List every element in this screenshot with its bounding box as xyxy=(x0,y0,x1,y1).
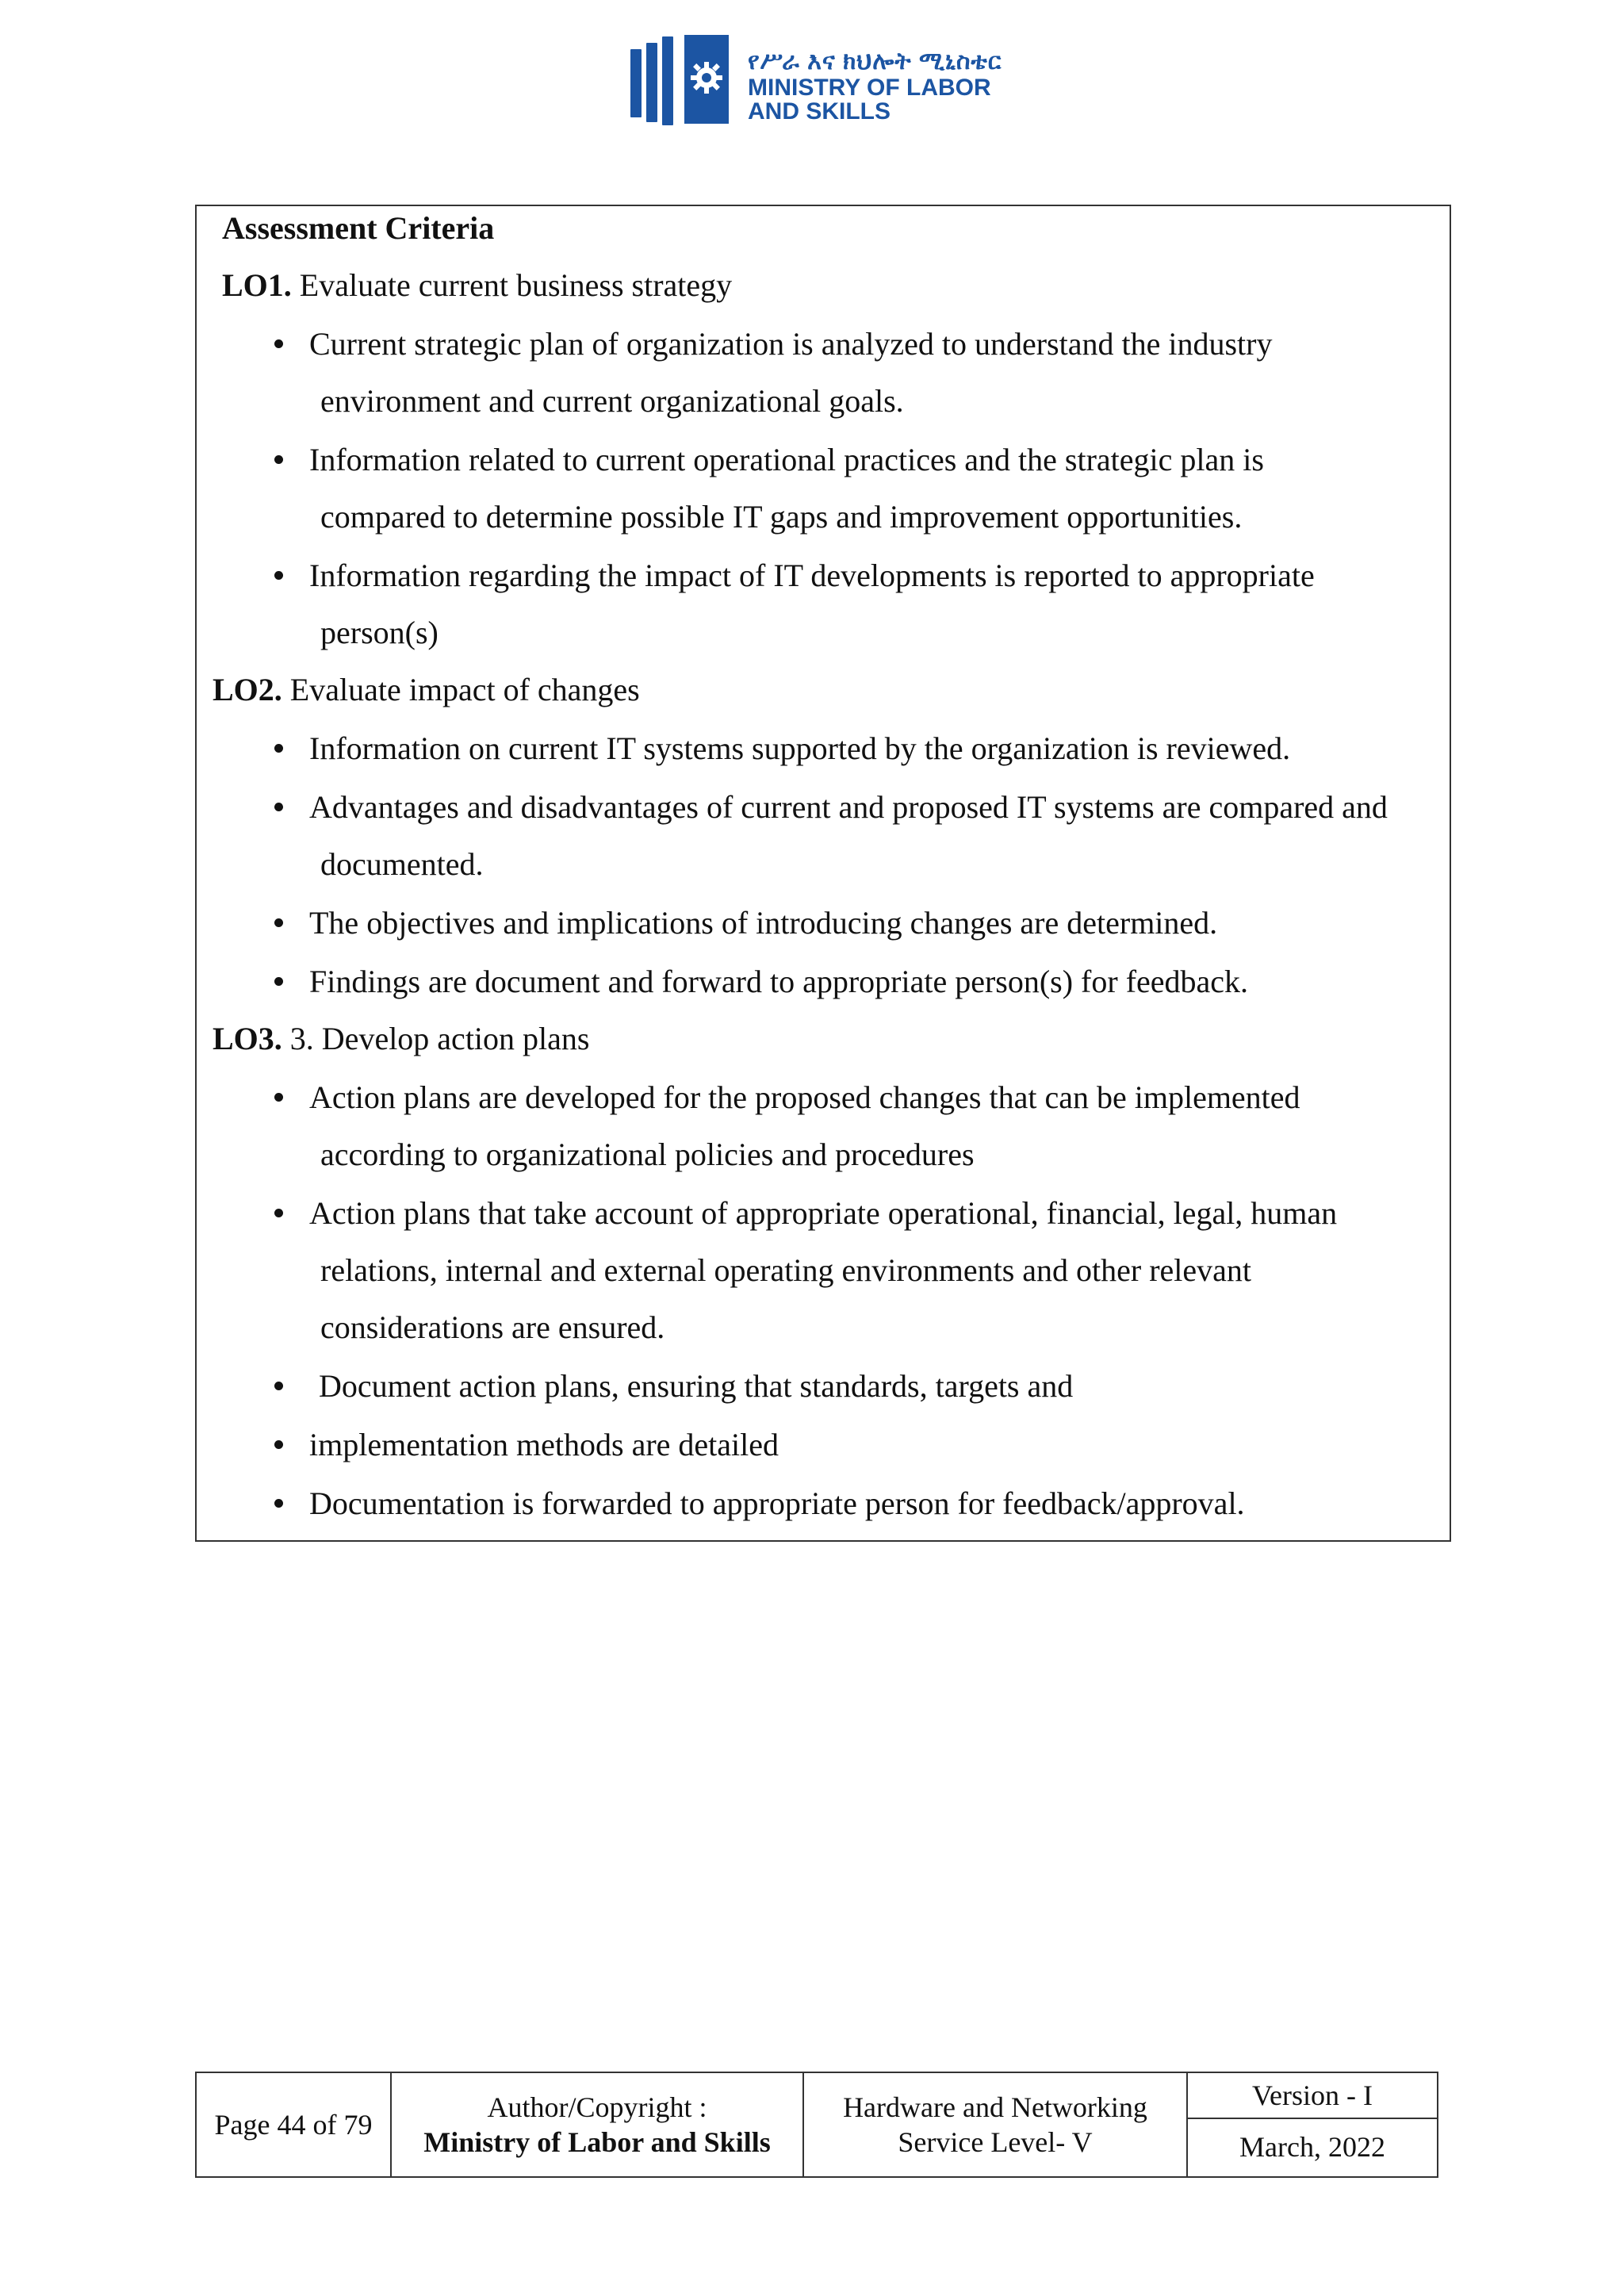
lo3-b5-line1: Documentation is forwarded to appropriate person for feedback/approval. xyxy=(309,1485,1245,1521)
bullet-icon xyxy=(274,1499,283,1508)
section-title: Assessment Criteria xyxy=(222,210,495,246)
lo3-b2-line1: Action plans that take account of appropriate operational, financial, legal, human xyxy=(309,1195,1338,1231)
lo2-b3-line1: The objectives and implications of introducing changes are determined. xyxy=(309,905,1218,941)
logo-bars-icon xyxy=(630,35,733,124)
lo1-b2-line2: compared to determine possible IT gaps and improvement opportunities. xyxy=(320,499,1243,535)
lo3-b1-line1: Action plans are developed for the proposed changes that can be implemented xyxy=(309,1079,1300,1115)
logo-line1: MINISTRY OF LABOR xyxy=(748,75,991,101)
footer-course-cell xyxy=(804,2073,1188,2176)
lo1-b1-line1: Current strategic plan of organization is analyzed to understand the industry xyxy=(309,326,1273,362)
page-footer xyxy=(195,2072,1438,2178)
course-line1: Hardware and Networking xyxy=(843,2091,1147,2123)
bullet-icon xyxy=(274,571,283,580)
lo1-text: Evaluate current business strategy xyxy=(299,267,733,303)
logo-amharic: የሥራ እና ክህሎት ሚኒስቴር xyxy=(748,48,1002,75)
release-date: March, 2022 xyxy=(1239,2131,1385,2163)
footer-version-cell xyxy=(1188,2073,1437,2176)
version: Version - I xyxy=(1188,2073,1437,2119)
bullet-icon xyxy=(274,1440,283,1449)
lo3-heading xyxy=(213,1020,589,1058)
course-line2: Service Level- V xyxy=(898,2126,1093,2158)
bullet-icon xyxy=(274,803,283,811)
lo3-b2-line3: considerations are ensured. xyxy=(320,1309,665,1345)
lo2-b2-line2: documented. xyxy=(320,846,484,882)
bullet-icon xyxy=(274,918,283,927)
bullet-icon xyxy=(274,1382,283,1390)
lo2-heading xyxy=(213,671,640,709)
logo-text xyxy=(748,48,1002,124)
lo2-text: Evaluate impact of changes xyxy=(289,672,640,707)
lo3-b1-line2: according to organizational policies and procedures xyxy=(320,1137,975,1172)
lo1-b2-line1: Information related to current operational practices and the strategic plan is xyxy=(309,442,1264,477)
lo3-b2-line2: relations, internal and external operating environments and other relevant xyxy=(320,1252,1252,1288)
lo1-b3-line2: person(s) xyxy=(320,615,439,650)
assessment-criteria-box xyxy=(195,205,1451,1542)
lo1-b3-line1: Information regarding the impact of IT developments is reported to appropriate xyxy=(309,558,1315,593)
lo2-b2-line1: Advantages and disadvantages of current and proposed IT systems are compared and xyxy=(309,789,1388,825)
gear-icon xyxy=(689,60,724,95)
lo3-code: LO3. xyxy=(213,1021,282,1056)
lo1-heading xyxy=(222,266,732,305)
author-name: Ministry of Labor and Skills xyxy=(423,2126,771,2158)
logo-line2: AND SKILLS xyxy=(748,98,891,125)
bullet-icon xyxy=(274,1209,283,1217)
bullet-icon xyxy=(274,339,283,348)
footer-author-cell xyxy=(392,2073,804,2176)
bullet-icon xyxy=(274,1093,283,1102)
lo2-b1-line1: Information on current IT systems supported by the organization is reviewed. xyxy=(309,730,1291,766)
bullet-icon xyxy=(274,977,283,986)
ministry-logo xyxy=(630,29,1011,128)
lo1-code: LO1. xyxy=(222,267,292,303)
lo3-b4-line1: implementation methods are detailed xyxy=(309,1427,779,1462)
lo1-b1-line2: environment and current organizational goals. xyxy=(320,383,904,419)
page-number: Page 44 of 79 xyxy=(214,2109,373,2141)
bullet-icon xyxy=(274,744,283,753)
bullet-icon xyxy=(274,455,283,464)
lo3-b3-line1: Document action plans, ensuring that standards, targets and xyxy=(319,1368,1074,1404)
lo2-code: LO2. xyxy=(213,672,282,707)
lo3-text: 3. Develop action plans xyxy=(289,1021,590,1056)
author-label: Author/Copyright : xyxy=(487,2091,707,2123)
footer-page-cell xyxy=(197,2073,392,2176)
lo2-b4-line1: Findings are document and forward to appropriate person(s) for feedback. xyxy=(309,964,1249,999)
